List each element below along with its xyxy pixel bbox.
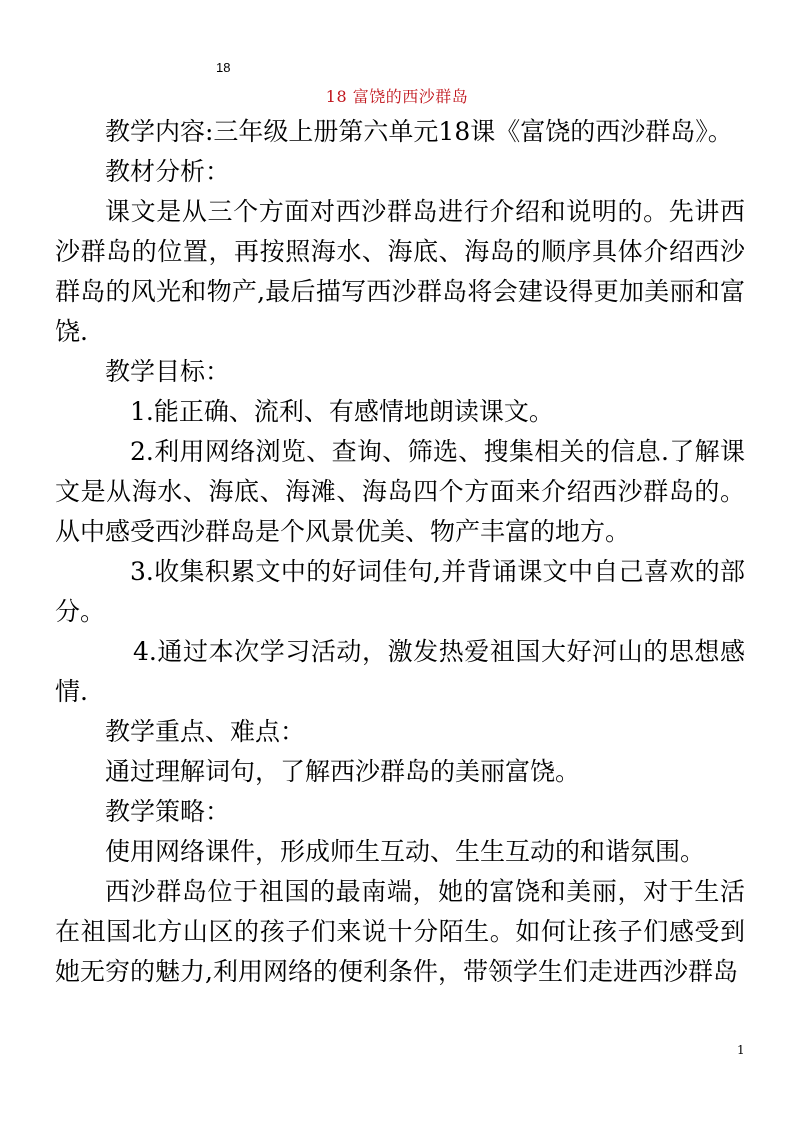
page-marker: 18 [216,60,231,75]
paragraph-key-points: 通过理解词句，了解西沙群岛的美丽富饶。 [105,757,581,786]
heading-teaching-strategy: 教学策略： [105,797,231,826]
paragraph-material-analysis: 课文是从三个方面对西沙群岛进行介绍和说明的。先讲西沙群岛的位置，再按照海水、海底、海岛的顺序具体介绍西沙群岛的风光和物产,最后描写西沙群岛将会建设得更加美丽和富饶. [55,197,745,346]
heading-teaching-goals: 教学目标： [105,357,231,386]
goal-item-3: 3.收集积累文中的好词佳句,并背诵课文中自己喜欢的部分。 [55,557,745,626]
goal-item-4: 4.通过本次学习活动，激发热爱祖国大好河山的思想感情. [55,637,745,706]
heading-material-analysis: 教材分析： [105,157,231,186]
lesson-title: 18 富饶的西沙群岛 [325,87,469,106]
page-number: 1 [737,1043,745,1057]
paragraph-strategy-1: 使用网络课件，形成师生互动、生生互动的和谐氛围。 [105,837,706,866]
document-body [55,112,745,992]
heading-key-points: 教学重点、难点： [105,717,306,746]
lesson-content-line: 教学内容:三年级上册第六单元18课《富饶的西沙群岛》。 [105,117,733,146]
goal-item-1: 1.能正确、流利、有感情地朗读课文。 [130,397,554,426]
paragraph-strategy-2: 西沙群岛位于祖国的最南端，她的富饶和美丽，对于生活在祖国北方山区的孩子们来说十分陌生。如何让孩子们感受到她无穷的魅力,利用网络的便利条件，带领学生们走进西沙群岛 [55,877,745,986]
goal-item-2: 2.利用网络浏览、查询、筛选、搜集相关的信息.了解课文是从海水、海底、海滩、海岛四个方面来介绍西沙群岛的。从中感受西沙群岛是个风景优美、物产丰富的地方。 [55,437,745,546]
